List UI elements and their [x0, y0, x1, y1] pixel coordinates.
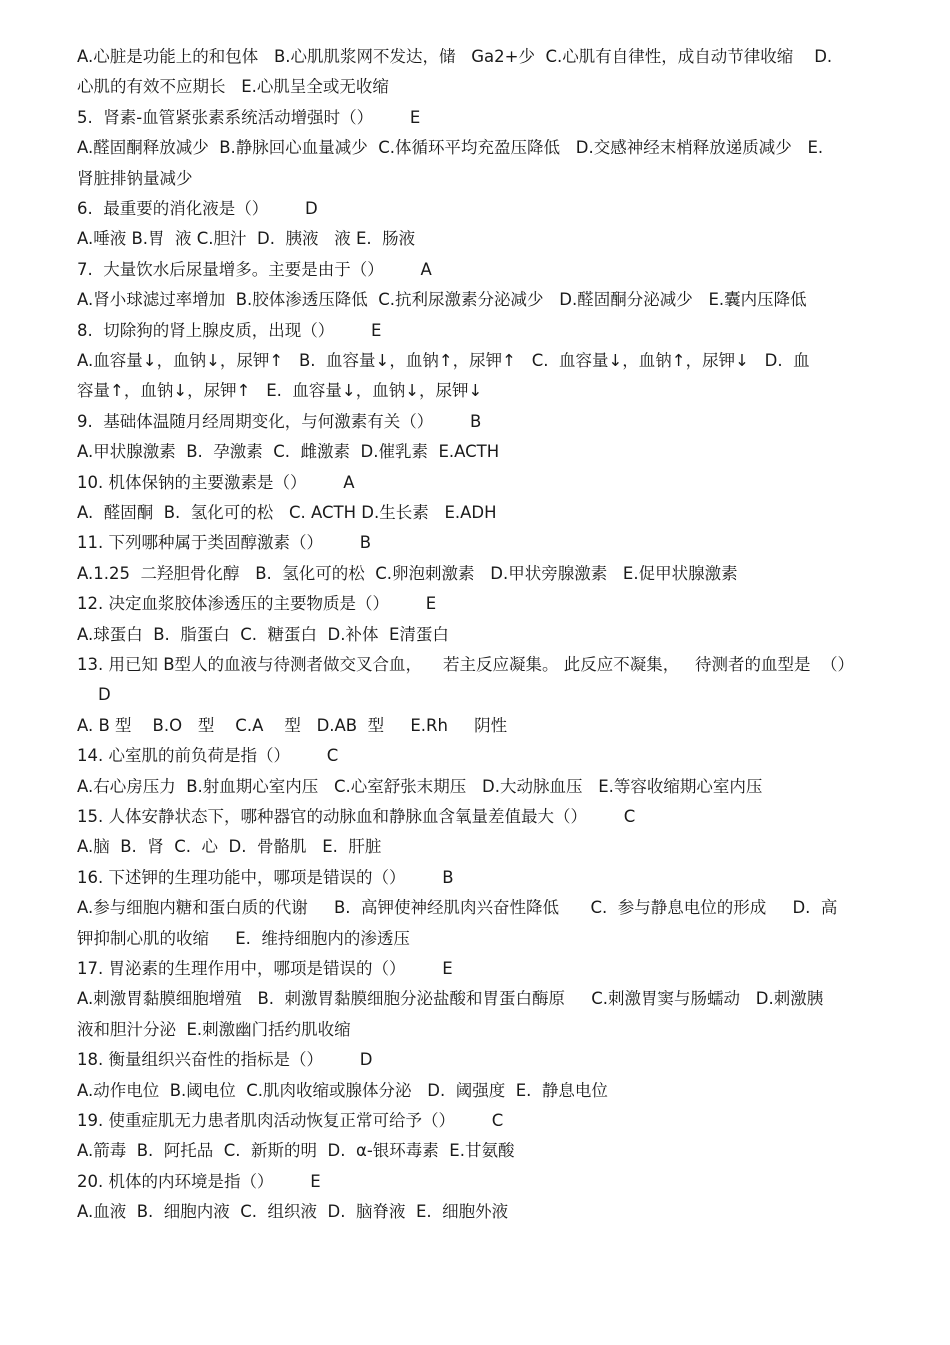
text-line: A.血液 B. 细胞内液 C. 组织液 D. 脑脊液 E. 细胞外液	[77, 1202, 509, 1222]
text-line: A.甲状腺激素 B. 孕激素 C. 雌激素 D.催乳素 E.ACTH	[77, 442, 500, 462]
text-line: A.血容量↓，血钠↓，尿钾↑ B. 血容量↓，血钠↑，尿钾↑ C. 血容量↓，血钠↑，尿钾↓ D. 血	[77, 351, 810, 370]
text-line: 16. 下述钾的生理功能中，哪项是错误的（） B	[77, 867, 454, 887]
text-line: 19. 使重症肌无力患者肌肉活动恢复正常可给予（） C	[77, 1111, 504, 1130]
text-line: A. 醛固酮 B. 氢化可的松 C. ACTH D.生长素 E.ADH	[77, 503, 497, 522]
text-line: A.脑 B. 肾 C. 心 D. 骨骼肌 E. 肝脏	[77, 837, 382, 857]
text-line: 6. 最重要的消化液是（） D	[77, 199, 318, 218]
text-line: D	[77, 685, 111, 705]
text-line: 8. 切除狗的肾上腺皮质，出现（） E	[77, 320, 382, 340]
text-line: 5. 肾素-血管紧张素系统活动增强时（） E	[77, 107, 421, 127]
text-line: A.动作电位 B.阈电位 C.肌肉收缩或腺体分泌 D. 阈强度 E. 静息电位	[77, 1080, 608, 1100]
text-line: 钾抑制心肌的收缩 E. 维持细胞内的渗透压	[77, 928, 410, 948]
text-line: 14. 心室肌的前负荷是指（） C	[77, 746, 339, 766]
text-line: A.右心房压力 B.射血期心室内压 C.心室舒张末期压 D.大动脉血压 E.等容收缩期心室内压	[77, 776, 763, 796]
text-line: A. B 型 B.O 型 C.A 型 D.AB 型 E.Rh 阴性	[77, 715, 508, 735]
text-line: A.箭毒 B. 阿托品 C. 新斯的明 D. α-银环毒素 E.甘氨酸	[77, 1141, 515, 1161]
text-line: A.肾小球滤过率增加 B.胶体渗透压降低 C.抗利尿激素分泌减少 D.醛固酮分泌减少 E.囊内压降低	[77, 290, 807, 310]
text-line: 容量↑，血钠↓，尿钾↑ E. 血容量↓，血钠↓，尿钾↓	[77, 381, 483, 401]
text-line: 20. 机体的内环境是指（） E	[77, 1171, 321, 1191]
text-line: 17. 胃泌素的生理作用中，哪项是错误的（） E	[77, 959, 453, 978]
text-line: 7. 大量饮水后尿量增多。主要是由于（） A	[77, 259, 432, 279]
text-line: 18. 衡量组织兴奋性的指标是（） D	[77, 1050, 373, 1070]
text-line: A.参与细胞内糖和蛋白质的代谢 B. 高钾使神经肌肉兴奋性降低 C. 参与静息电位的形成 D. 高	[77, 898, 838, 918]
text-line: A.醛固酮释放减少 B.静脉回心血量减少 C.体循环平均充盈压降低 D.交感神经末梢释放递质减少 E.	[77, 138, 824, 158]
text-line: A.球蛋白 B. 脂蛋白 C. 糖蛋白 D.补体 E清蛋白	[77, 624, 449, 644]
text-line: 12. 决定血浆胶体渗透压的主要物质是（） E	[77, 594, 437, 614]
text-line: 心肌的有效不应期长 E.心肌呈全或无收缩	[77, 77, 389, 97]
text-line: 15. 人体安静状态下，哪种器官的动脉血和静脉血含氧量差值最大（） C	[77, 807, 636, 826]
text-line: 10. 机体保钠的主要激素是（） A	[77, 472, 355, 492]
text-line: A.1.25 二羟胆骨化醇 B. 氢化可的松 C.卵泡刺激素 D.甲状旁腺激素 E.促甲状腺激素	[77, 563, 738, 583]
text-line: 液和胆汁分泌 E.刺激幽门括约肌收缩	[77, 1019, 351, 1039]
text-line: 11. 下列哪种属于类固醇激素（） B	[77, 533, 372, 553]
text-line: 9. 基础体温随月经周期变化，与何激素有关（） B	[77, 411, 482, 431]
text-line: 肾脏排钠量减少	[77, 168, 193, 188]
text-line: A.刺激胃黏膜细胞增殖 B. 刺激胃黏膜细胞分泌盐酸和胃蛋白酶原 C.刺激胃窦与肠蠕动 D.刺激胰	[77, 989, 824, 1009]
text-line: A.唾液 B.胃 液 C.胆汁 D. 胰液 液 E. 肠液	[77, 229, 416, 249]
text-line: 13. 用已知 B型人的血液与待测者做交叉合血， 若主反应凝集。 此反应不凝集， 待测者的血型是 （）	[77, 655, 854, 674]
text-line: A.心脏是功能上的和包体 B.心肌肌浆网不发达，储 Ga2+少 C.心肌有自律性，成自动节律收缩 D.	[77, 47, 833, 66]
